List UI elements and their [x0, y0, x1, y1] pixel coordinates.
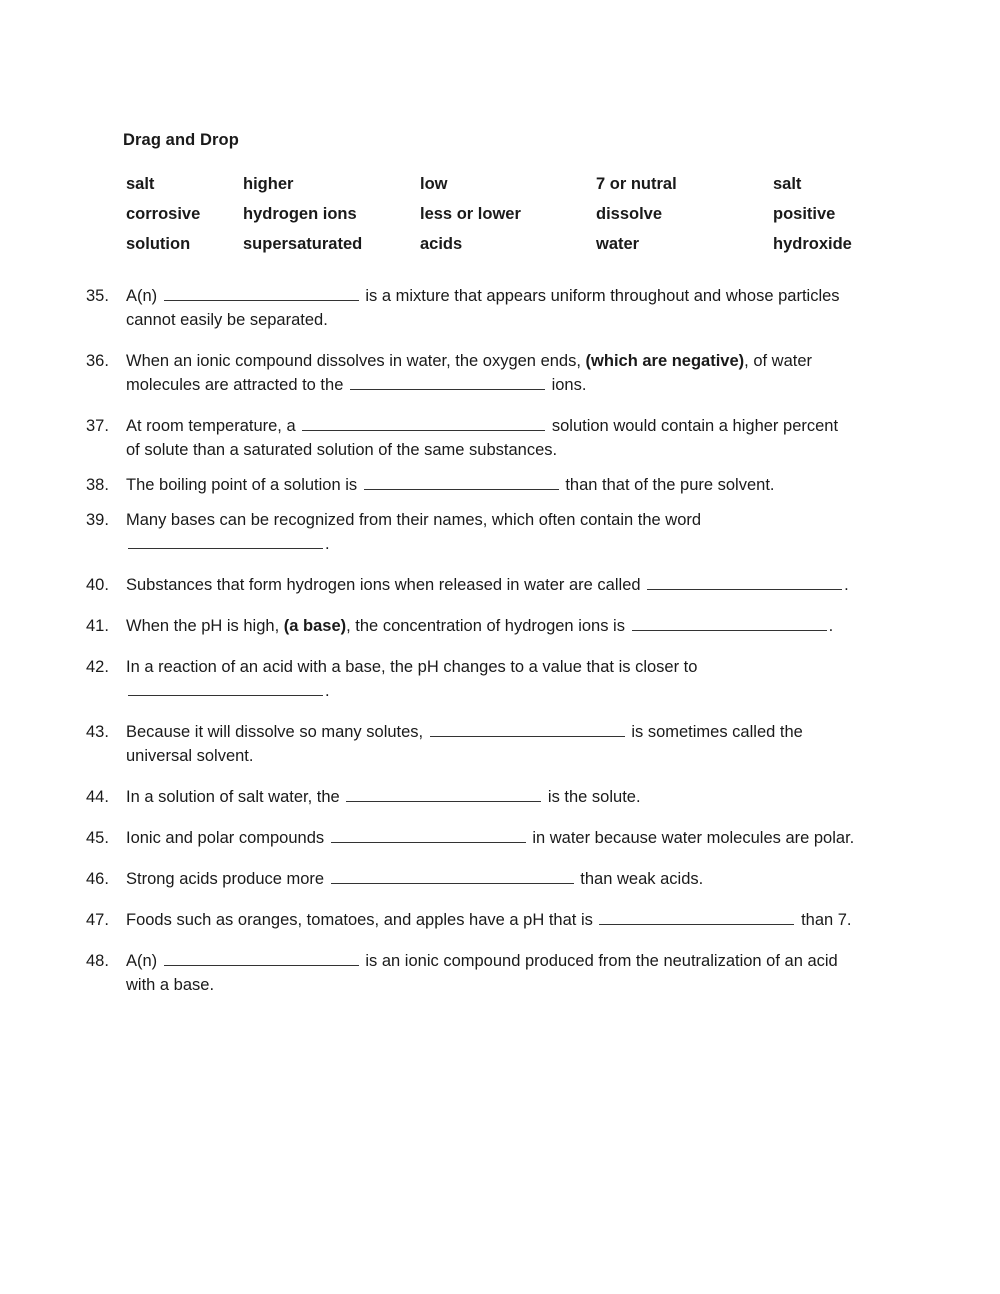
question-40	[86, 573, 916, 597]
answer-drop-zone[interactable]	[331, 826, 526, 843]
answer-drop-zone[interactable]	[164, 949, 359, 966]
word-bank-row	[126, 175, 886, 205]
answer-drop-zone[interactable]	[164, 284, 359, 301]
question-41	[86, 614, 916, 638]
word-bank	[126, 175, 886, 265]
answer-drop-zone[interactable]	[350, 373, 545, 390]
question-number: 42.	[86, 658, 109, 676]
question-text: When an ionic compound dissolves in water, the oxygen ends,	[126, 352, 581, 370]
answer-drop-zone[interactable]	[346, 785, 541, 802]
question-text: Strong acids produce more	[126, 870, 325, 888]
answer-drop-zone[interactable]	[430, 720, 625, 737]
question-46	[86, 867, 916, 891]
word-chip[interactable]: 7 or nutral	[596, 175, 677, 193]
word-chip[interactable]: solution	[126, 235, 191, 253]
question-text: ions.	[551, 376, 587, 394]
question-48	[86, 949, 916, 997]
question-number: 35.	[86, 287, 109, 305]
word-chip[interactable]: less or lower	[420, 205, 521, 223]
word-chip[interactable]: low	[420, 175, 448, 193]
question-number: 44.	[86, 788, 109, 806]
question-number: 43.	[86, 723, 109, 741]
question-text: , of water	[744, 352, 813, 370]
question-text: of solute than a saturated solution of the same substances.	[126, 441, 558, 459]
question-44	[86, 785, 916, 809]
question-text: At room temperature, a	[126, 417, 296, 435]
answer-drop-zone[interactable]	[599, 908, 794, 925]
answer-drop-zone[interactable]	[647, 573, 842, 590]
question-text: molecules are attracted to the	[126, 376, 344, 394]
answer-drop-zone[interactable]	[331, 867, 574, 884]
question-43	[86, 720, 916, 768]
question-number: 39.	[86, 511, 109, 529]
question-number: 48.	[86, 952, 109, 970]
question-line	[126, 532, 916, 556]
word-chip[interactable]: corrosive	[126, 205, 201, 223]
answer-drop-zone[interactable]	[128, 532, 323, 549]
question-text: When the pH is high,	[126, 617, 280, 635]
question-text: A(n)	[126, 287, 158, 305]
word-chip[interactable]: water	[596, 235, 640, 253]
question-text: .	[844, 576, 849, 594]
question-35	[86, 284, 916, 332]
question-37	[86, 414, 916, 462]
question-text: A(n)	[126, 952, 158, 970]
question-text: solution would contain a higher percent	[551, 417, 839, 435]
word-bank-row	[126, 205, 886, 235]
question-text: .	[325, 535, 330, 553]
question-text: In a solution of salt water, the	[126, 788, 340, 806]
word-chip[interactable]: acids	[420, 235, 463, 253]
question-text: .	[828, 617, 834, 635]
question-emphasis: (which are negative)	[585, 352, 745, 370]
question-text: The boiling point of a solution is	[126, 476, 358, 494]
question-line	[126, 373, 916, 397]
question-text: Foods such as oranges, tomatoes, and apples have a pH that is	[126, 911, 593, 929]
question-text: is the solute.	[547, 788, 641, 806]
answer-drop-zone[interactable]	[632, 614, 827, 631]
question-text: Because it will dissolve so many solutes,	[126, 723, 424, 741]
question-text: than 7.	[801, 911, 852, 929]
word-chip[interactable]: hydroxide	[773, 235, 852, 253]
question-number: 37.	[86, 417, 109, 435]
word-chip[interactable]: hydrogen ions	[243, 205, 357, 223]
question-number: 45.	[86, 829, 109, 847]
question-number: 38.	[86, 476, 109, 494]
question-number: 46.	[86, 870, 109, 888]
question-text: universal solvent.	[126, 747, 254, 765]
question-text: Ionic and polar compounds	[126, 829, 325, 847]
page-title: Drag and Drop	[123, 131, 239, 149]
answer-drop-zone[interactable]	[364, 473, 559, 490]
question-text: Substances that form hydrogen ions when released in water are called	[126, 576, 641, 594]
question-39	[86, 508, 916, 556]
question-42	[86, 655, 916, 703]
question-text: .	[325, 682, 330, 700]
word-chip[interactable]: positive	[773, 205, 836, 223]
question-38	[86, 473, 916, 497]
question-number: 40.	[86, 576, 109, 594]
question-text: cannot easily be separated.	[126, 311, 328, 329]
question-line	[126, 679, 916, 703]
answer-drop-zone[interactable]	[302, 414, 545, 431]
question-number: 41.	[86, 617, 109, 635]
question-text: is sometimes called the	[631, 723, 803, 741]
word-chip[interactable]: higher	[243, 175, 294, 193]
word-chip[interactable]: salt	[773, 175, 802, 193]
question-45	[86, 826, 916, 850]
word-bank-row	[126, 235, 886, 265]
question-text: than weak acids.	[580, 870, 704, 888]
question-list	[86, 284, 916, 1014]
question-text: is an ionic compound produced from the neutralization of an acid	[365, 952, 838, 970]
question-text: than that of the pure solvent.	[565, 476, 775, 494]
word-chip[interactable]: salt	[126, 175, 155, 193]
word-chip[interactable]: dissolve	[596, 205, 663, 223]
question-text: is a mixture that appears uniform throughout and whose particles	[365, 287, 840, 305]
question-emphasis: (a base)	[283, 617, 347, 635]
question-text: in water because water molecules are polar.	[532, 829, 855, 847]
question-36	[86, 349, 916, 397]
question-text: Many bases can be recognized from their names, which often contain the word	[126, 511, 702, 529]
question-text: , the concentration of hydrogen ions is	[346, 617, 625, 635]
answer-drop-zone[interactable]	[128, 679, 323, 696]
question-number: 36.	[86, 352, 109, 370]
question-number: 47.	[86, 911, 109, 929]
question-text: with a base.	[126, 976, 215, 994]
word-chip[interactable]: supersaturated	[243, 235, 363, 253]
question-47	[86, 908, 916, 932]
question-text: In a reaction of an acid with a base, the pH changes to a value that is closer to	[126, 658, 698, 676]
